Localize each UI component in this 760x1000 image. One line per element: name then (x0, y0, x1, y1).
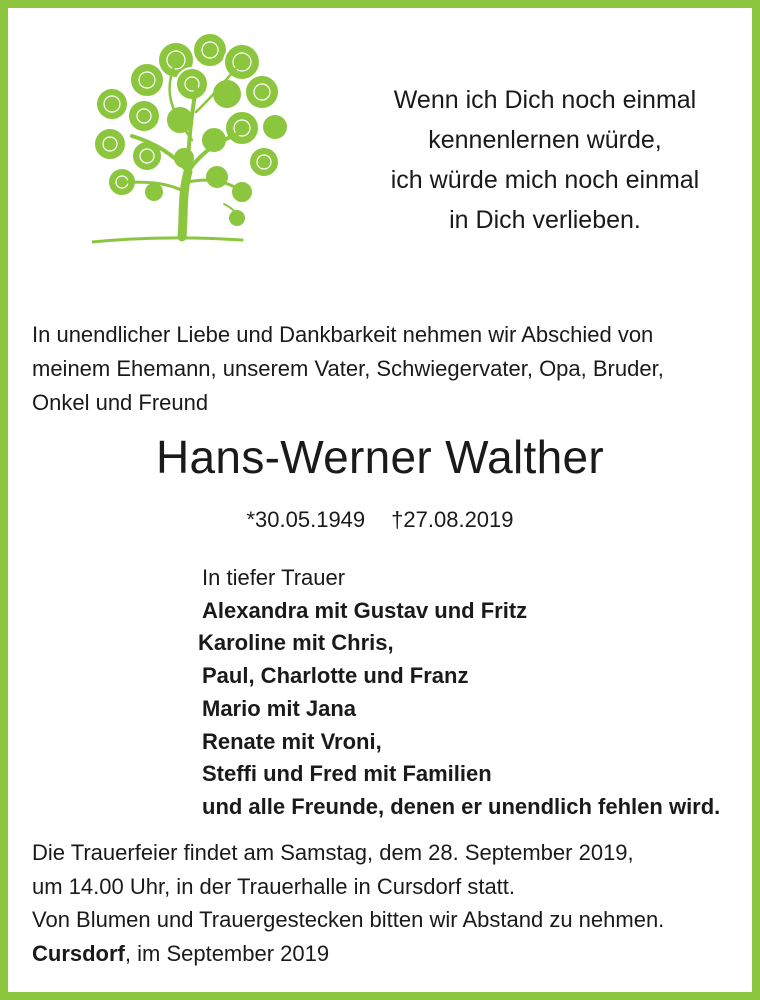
mourner-line: Renate mit Vroni, (202, 728, 382, 754)
mourner-line: Steffi und Fred mit Familien (202, 761, 492, 787)
place-date-line (32, 937, 742, 971)
funeral-date-line: Die Trauerfeier findet am Samstag, dem 28. September 2019, (32, 840, 634, 865)
tree-icon (92, 32, 292, 247)
flowers-request-line: Von Blumen und Trauergestecken bitten wir Abstand zu nehmen. (32, 907, 665, 932)
mourner-line: und alle Freunde, denen er unendlich fehlen wird. (202, 793, 721, 819)
birth-symbol: * (246, 507, 256, 532)
funeral-place-line: um 14.00 Uhr, in der Trauerhalle in Cursdorf statt. (32, 873, 516, 899)
intro-line: meinem Ehemann, unserem Vater, Schwiegervater, Opa, Bruder, (32, 356, 664, 381)
mourner-line: Paul, Charlotte und Franz (202, 663, 469, 689)
intro-text (32, 318, 732, 420)
place-date: , im September 2019 (124, 940, 330, 966)
life-dates (0, 506, 760, 534)
quote-line: Wenn ich Dich noch einmal (393, 86, 697, 114)
death-symbol: † (391, 507, 404, 532)
quote-line: ich würde mich noch einmal (390, 166, 700, 194)
funeral-info (32, 836, 742, 970)
quote-line: kennenlernen würde, (428, 126, 662, 154)
mourner-line: Karoline mit Chris, (198, 630, 394, 656)
memorial-quote (370, 80, 720, 240)
birth-date: 30.05.1949 (255, 507, 366, 532)
intro-line: In unendlicher Liebe und Dankbarkeit nehmen wir Abschied von (32, 322, 654, 347)
mourners-list (198, 562, 742, 824)
mourner-line: Mario mit Jana (202, 695, 357, 721)
place-name: Cursdorf (32, 940, 125, 966)
intro-line: Onkel und Freund (32, 390, 209, 415)
quote-line: in Dich verlieben. (449, 206, 641, 234)
mourners-heading: In tiefer Trauer (202, 565, 346, 590)
death-date: 27.08.2019 (403, 507, 514, 532)
deceased-name: Hans-Werner Walther (156, 431, 604, 483)
mourner-line: Alexandra mit Gustav und Fritz (202, 597, 528, 623)
